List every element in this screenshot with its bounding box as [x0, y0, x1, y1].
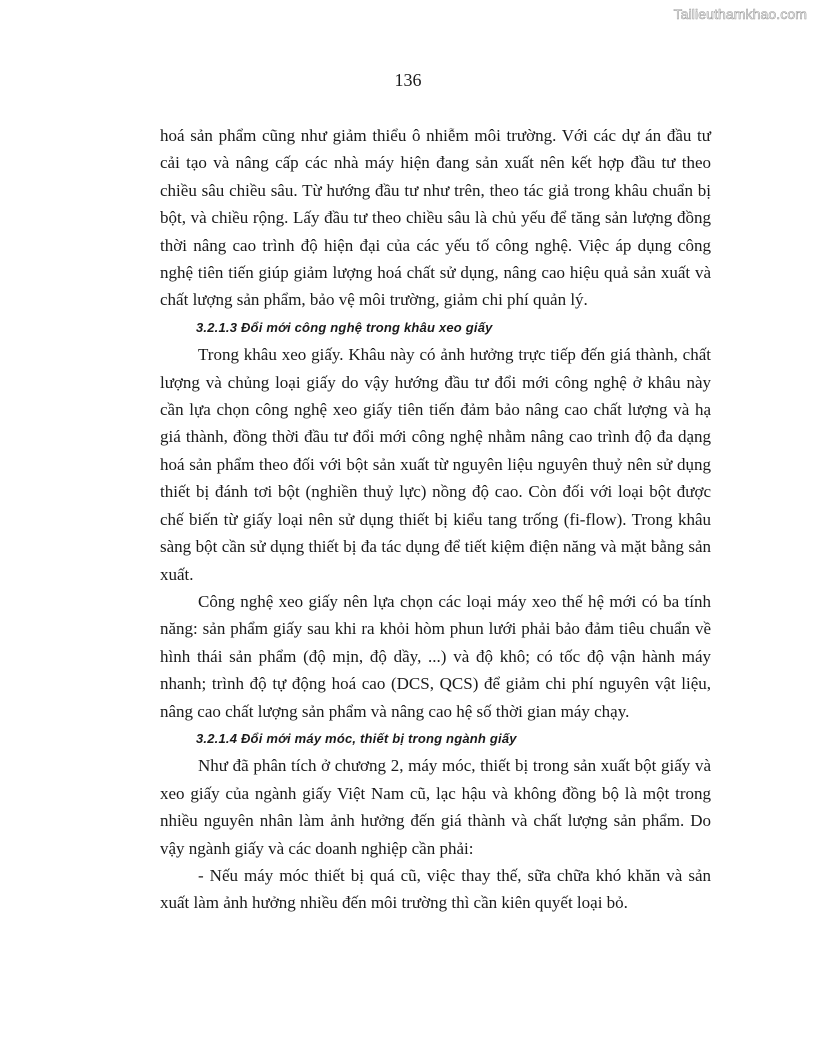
document-body: [160, 122, 711, 917]
section-heading-3-2-1-4: 3.2.1.4 Đổi mới máy móc, thiết bị trong ngành giấy: [196, 730, 517, 746]
paragraph-5: - Nếu máy móc thiết bị quá cũ, việc thay thế, sữa chữa khó khăn và sản xuất làm ảnh hưởng nhiều đến môi trường thì cần kiên quyết loại bỏ.: [160, 865, 711, 913]
section-heading-3-2-1-3: 3.2.1.3 Đổi mới công nghệ trong khâu xeo giấy: [196, 319, 493, 335]
paragraph-2: Trong khâu xeo giấy. Khâu này có ảnh hưởng trực tiếp đến giá thành, chất lượng và chủng loại giấy do vậy hướng đầu tư đổi mới công nghệ ở khâu này cần lựa chọn công nghệ xeo giấy tiên tiến đảm bảo nâng cao chất lượng và hạ giá thành, đồng thời đầu tư đổi mới công nghệ nhằm nâng cao trình độ đa dạng hoá sản phẩm theo đối với bột sản xuất từ nguyên liệu nguyên thuỷ nên sử dụng thiết bị đánh tơi bột (nghiền thuỷ lực) nồng độ cao. Còn đối với loại bột được chế biến từ giấy loại nên sử dụng thiết bị kiểu tang trống (fi-flow). Trong khâu sàng bột cần sử dụng thiết bị đa tác dụng để tiết kiệm điện năng và mặt bằng sản xuất.: [160, 345, 711, 584]
page-number: 136: [394, 70, 422, 90]
paragraph-1: hoá sản phẩm cũng như giảm thiểu ô nhiễm môi trường. Với các dự án đầu tư cải tạo và nâng cấp các nhà máy hiện đang sản xuất nên kết hợp đầu tư theo chiều sâu chiều sâu. Từ hướng đầu tư như trên, theo tác giả trong khâu chuẩn bị bột, và chiều rộng. Lấy đầu tư theo chiều sâu là chủ yếu để tăng sản lượng đồng thời nâng cao trình độ hiện đại của các yếu tố công nghệ. Việc áp dụng công nghệ tiên tiến giúp giảm lượng hoá chất sử dụng, nâng cao hiệu quả sản xuất và chất lượng sản phẩm, bảo vệ môi trường, giảm chi phí quản lý.: [160, 126, 711, 310]
paragraph-4: Như đã phân tích ở chương 2, máy móc, thiết bị trong sản xuất bột giấy và xeo giấy của ngành giấy Việt Nam cũ, lạc hậu và không đồng bộ là một trong nhiều nguyên nhân làm ảnh hưởng đến giá thành và chất lượng sản phẩm. Do vậy ngành giấy và các doanh nghiệp cần phải:: [160, 756, 711, 858]
watermark-text: Tailieuthamkhao.com: [673, 6, 807, 22]
paragraph-3: Công nghệ xeo giấy nên lựa chọn các loại máy xeo thế hệ mới có ba tính năng: sản phẩm giấy sau khi ra khỏi hòm phun lưới phải bảo đảm tiêu chuẩn về hình thái sản phẩm (độ mịn, độ dầy, ...) và độ khô; có tốc độ vận hành máy nhanh; trình độ tự động hoá cao (DCS, QCS) để giảm chi phí nguyên vật liệu, nâng cao chất lượng sản phẩm và nâng cao hệ số thời gian máy chạy.: [160, 591, 711, 721]
